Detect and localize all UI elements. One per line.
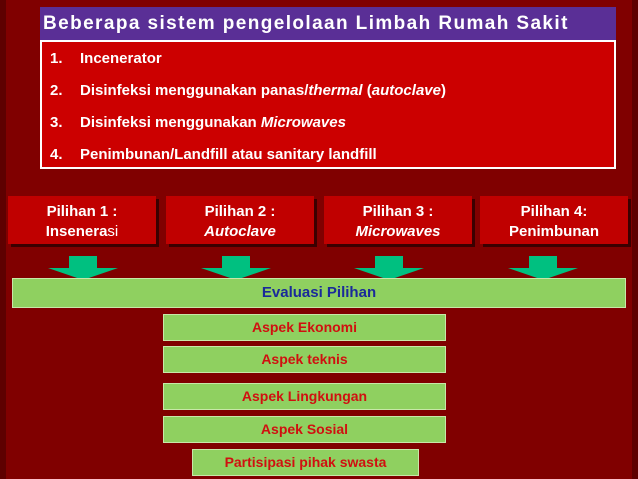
list-text-italic: autoclave xyxy=(371,82,441,99)
list-number: 1. xyxy=(50,50,63,67)
list-text: Disinfeksi menggunakan xyxy=(80,114,261,131)
slide-title: Beberapa sistem pengelolaan Limbah Rumah Sakit xyxy=(40,7,616,40)
option-name: Autoclave xyxy=(204,223,276,240)
list-text: ) xyxy=(440,82,446,99)
list-item-2 xyxy=(50,79,446,103)
list-number: 2. xyxy=(50,82,63,99)
arrow-down-icon xyxy=(508,256,578,280)
aspect-technical: Aspek teknis xyxy=(163,346,446,373)
list-text: Incenerator xyxy=(80,50,162,67)
option-2-box xyxy=(166,196,314,244)
list-text-italic: Microwaves xyxy=(260,114,346,131)
aspect-private-participation: Partisipasi pihak swasta xyxy=(192,449,419,476)
option-name: Microwaves xyxy=(355,223,441,240)
option-label: Pilihan 2 : xyxy=(204,203,276,220)
list-number: 4. xyxy=(50,146,63,163)
left-border xyxy=(0,0,6,479)
list-text-italic: thermal xyxy=(308,82,363,99)
aspect-social: Aspek Sosial xyxy=(163,416,446,443)
option-label: Pilihan 4: xyxy=(520,203,588,220)
list-text: Penimbunan/Landfill atau sanitary landfill xyxy=(80,146,377,163)
aspect-economic: Aspek Ekonomi xyxy=(163,314,446,341)
arrow-down-icon xyxy=(354,256,424,280)
right-border xyxy=(632,0,638,479)
arrow-down-icon xyxy=(48,256,118,280)
option-1-box xyxy=(8,196,156,244)
option-3-box xyxy=(324,196,472,244)
list-item-1 xyxy=(50,47,162,71)
list-item-3 xyxy=(50,111,346,135)
option-name: Penimbunan xyxy=(508,223,599,240)
evaluation-bar: Evaluasi Pilihan xyxy=(12,278,626,308)
system-list xyxy=(40,40,616,169)
list-number: 3. xyxy=(50,114,63,131)
aspect-environment: Aspek Lingkungan xyxy=(163,383,446,410)
option-label: Pilihan 3 : xyxy=(362,203,434,220)
option-label: Pilihan 1 : xyxy=(46,203,118,220)
option-name-suffix: si xyxy=(107,223,119,240)
option-name: Insenera xyxy=(45,223,108,240)
list-text: ( xyxy=(362,82,372,99)
arrow-down-icon xyxy=(201,256,271,280)
option-4-box xyxy=(480,196,628,244)
list-text: Disinfeksi menggunakan panas/ xyxy=(80,82,309,99)
list-item-4 xyxy=(50,143,377,167)
